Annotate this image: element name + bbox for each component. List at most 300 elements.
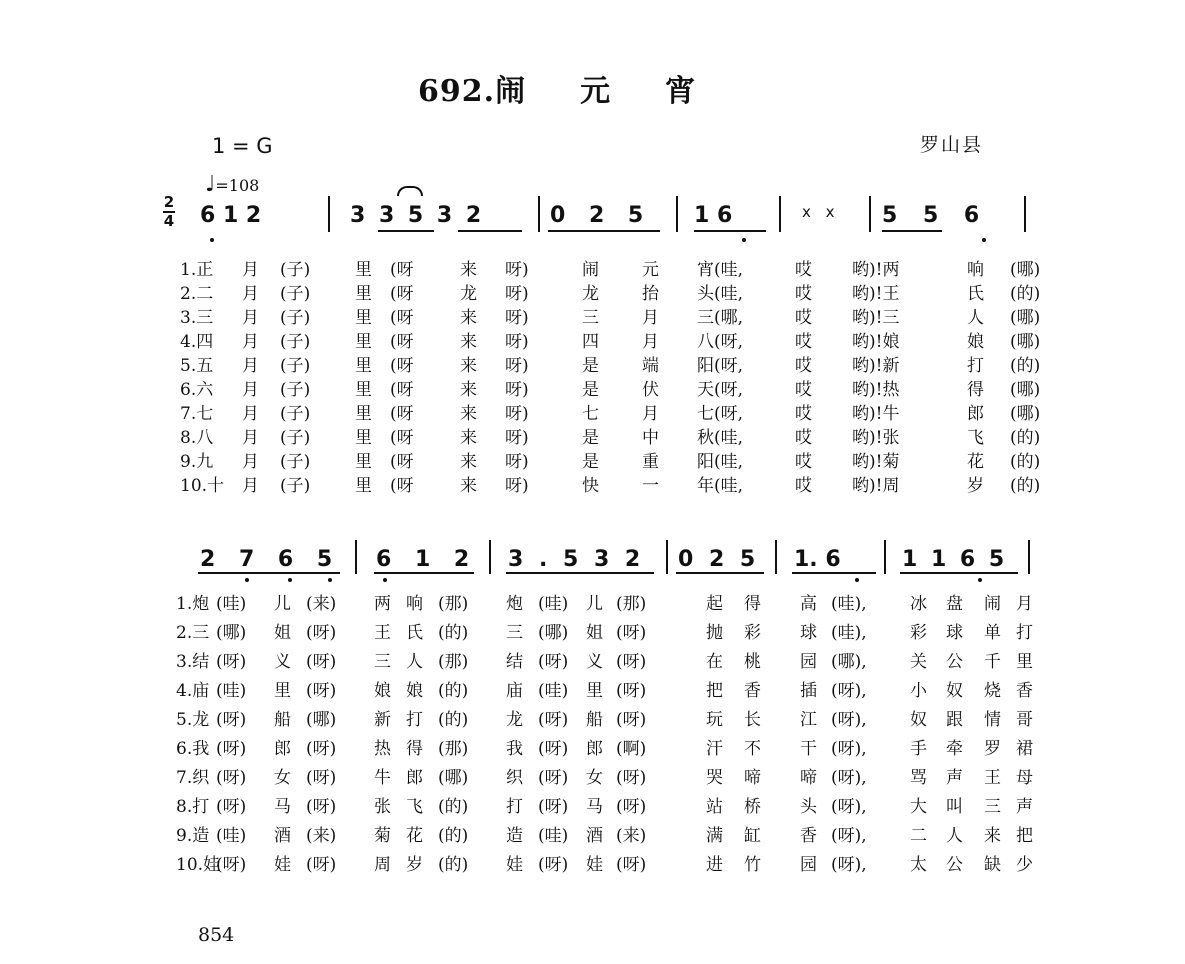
- slur-mark: [397, 186, 423, 196]
- lyric-syllable: 三: [506, 623, 523, 643]
- beam-line: [198, 572, 340, 574]
- lyric-syllable: (那): [438, 652, 469, 672]
- lyric-syllable: 月: [242, 476, 259, 496]
- lyric-syllable: (呀: [390, 380, 414, 400]
- lyric-syllable: 新: [374, 710, 391, 730]
- lyric-syllable: 干: [800, 739, 817, 759]
- lyric-syllable: 七: [582, 404, 599, 424]
- lyric-syllable: 声: [946, 768, 963, 788]
- lyric-syllable: (来): [616, 826, 647, 846]
- lyric-syllable: 玩: [706, 710, 723, 730]
- lyric-syllable: (的): [438, 855, 469, 875]
- lyric-syllable: 龙: [460, 284, 477, 304]
- octave-dot: [245, 578, 249, 582]
- lyric-syllable: 裙: [1016, 739, 1033, 759]
- lyric-syllable: (哇): [538, 594, 569, 614]
- lyric-syllable: 里: [355, 452, 372, 472]
- barline: [775, 540, 777, 574]
- lyric-syllable: 月: [242, 380, 259, 400]
- lyric-syllable: 呀): [505, 380, 529, 400]
- lyric-syllable: (呀): [616, 681, 647, 701]
- lyric-syllable: 哟)!张: [852, 428, 900, 448]
- lyric-syllable: 哟)!热: [852, 380, 900, 400]
- lyric-syllable: 叫: [946, 797, 963, 817]
- beam-line: [882, 230, 942, 232]
- lyric-syllable: 娘: [967, 332, 984, 352]
- lyric-syllable: 少: [1016, 855, 1033, 875]
- lyric-syllable: 娃: [274, 855, 291, 875]
- lyric-syllable: 球: [800, 623, 817, 643]
- lyric-syllable: 5.龙: [176, 710, 210, 730]
- lyric-syllable: 母: [1016, 768, 1033, 788]
- lyric-syllable: 一: [642, 476, 659, 496]
- beam-line: [694, 230, 766, 232]
- beam-line: [374, 572, 474, 574]
- lyric-syllable: 呀): [505, 332, 529, 352]
- lyric-syllable: 啼: [800, 768, 817, 788]
- staff2-measure-2: 6 1 2: [376, 547, 470, 572]
- beam-line: [506, 572, 654, 574]
- lyric-syllable: 牵: [946, 739, 963, 759]
- lyric-syllable: 重: [642, 452, 659, 472]
- lyric-syllable: (呀: [390, 428, 414, 448]
- lyric-syllable: 里: [355, 380, 372, 400]
- lyric-syllable: 是: [582, 452, 599, 472]
- lyric-syllable: 八(呀,: [697, 332, 744, 352]
- lyric-syllable: (呀),: [831, 855, 867, 875]
- lyric-syllable: 结: [506, 652, 523, 672]
- lyric-syllable: (哪): [216, 623, 247, 643]
- lyric-syllable: 烧: [984, 681, 1001, 701]
- lyric-syllable: 缸: [744, 826, 761, 846]
- lyric-syllable: (哇),: [831, 623, 867, 643]
- lyric-syllable: 哎: [795, 284, 812, 304]
- lyric-syllable: 月: [242, 428, 259, 448]
- lyric-syllable: 月: [242, 332, 259, 352]
- lyric-syllable: (哪): [538, 623, 569, 643]
- lyric-syllable: (呀),: [831, 826, 867, 846]
- lyric-syllable: (呀: [390, 308, 414, 328]
- lyric-syllable: 船: [274, 710, 291, 730]
- page-number: 854: [198, 924, 235, 946]
- lyric-syllable: (呀): [538, 768, 569, 788]
- beam-line: [676, 572, 764, 574]
- lyric-syllable: 哟)!周: [852, 476, 900, 496]
- lyric-syllable: (呀): [216, 739, 247, 759]
- lyric-syllable: 香: [1016, 681, 1033, 701]
- lyric-syllable: 头(哇,: [697, 284, 744, 304]
- barline: [489, 540, 491, 574]
- lyric-syllable: 千: [984, 652, 1001, 672]
- staff1-measure-5: x x: [802, 203, 835, 221]
- lyric-syllable: 是: [582, 428, 599, 448]
- lyric-syllable: 缺: [984, 855, 1001, 875]
- lyric-syllable: (的): [438, 623, 469, 643]
- lyric-syllable: 年(哇,: [697, 476, 744, 496]
- lyric-syllable: 哭: [706, 768, 723, 788]
- lyric-syllable: 来: [460, 380, 477, 400]
- lyric-syllable: 呀): [505, 260, 529, 280]
- lyric-syllable: (呀): [306, 652, 337, 672]
- lyric-syllable: 月: [242, 260, 259, 280]
- lyric-syllable: 人: [967, 308, 984, 328]
- lyric-syllable: 姐: [274, 623, 291, 643]
- lyric-syllable: 人: [406, 652, 423, 672]
- lyric-syllable: 奴: [946, 681, 963, 701]
- beam-line: [458, 230, 522, 232]
- lyric-syllable: 响: [406, 594, 423, 614]
- lyric-syllable: 义: [586, 652, 603, 672]
- lyric-syllable: 月: [642, 308, 659, 328]
- lyric-syllable: (子): [280, 260, 311, 280]
- lyric-syllable: (的): [438, 826, 469, 846]
- lyric-syllable: 来: [460, 332, 477, 352]
- lyric-syllable: 三: [582, 308, 599, 328]
- lyric-syllable: (的): [1010, 452, 1041, 472]
- lyric-syllable: 3.三: [180, 308, 214, 328]
- lyric-syllable: 宵(哇,: [697, 260, 744, 280]
- lyric-syllable: (呀: [390, 404, 414, 424]
- lyric-syllable: 儿: [274, 594, 291, 614]
- lyric-syllable: 呀): [505, 308, 529, 328]
- lyric-syllable: 跟: [946, 710, 963, 730]
- lyric-syllable: 哥: [1016, 710, 1033, 730]
- octave-dot: [383, 578, 387, 582]
- lyric-syllable: 冰: [910, 594, 927, 614]
- lyric-syllable: 月: [642, 332, 659, 352]
- lyric-syllable: 里: [355, 428, 372, 448]
- lyric-syllable: (呀),: [831, 710, 867, 730]
- lyric-syllable: 7.七: [180, 404, 214, 424]
- lyric-syllable: (那): [616, 594, 647, 614]
- lyric-syllable: (哪): [306, 710, 337, 730]
- lyric-syllable: (那): [438, 594, 469, 614]
- lyric-syllable: 庙: [506, 681, 523, 701]
- lyric-syllable: 得: [744, 594, 761, 614]
- lyric-syllable: 打: [1016, 623, 1033, 643]
- lyric-syllable: 是: [582, 380, 599, 400]
- lyric-syllable: 来: [460, 356, 477, 376]
- lyric-syllable: 大: [910, 797, 927, 817]
- lyric-syllable: 端: [642, 356, 659, 376]
- lyric-syllable: (哪): [1010, 260, 1041, 280]
- lyric-syllable: 月: [242, 356, 259, 376]
- lyric-syllable: 哎: [795, 332, 812, 352]
- lyric-syllable: 桃: [744, 652, 761, 672]
- lyric-syllable: 娃: [506, 855, 523, 875]
- lyric-syllable: 元: [642, 260, 659, 280]
- lyric-syllable: (呀: [390, 476, 414, 496]
- lyric-syllable: 里: [355, 284, 372, 304]
- lyric-syllable: 哟)!两: [852, 260, 900, 280]
- lyric-syllable: 是: [582, 356, 599, 376]
- lyric-syllable: 酒: [274, 826, 291, 846]
- barline: [666, 540, 668, 574]
- beam-line: [792, 572, 876, 574]
- lyric-syllable: (呀): [538, 710, 569, 730]
- lyric-syllable: (哇): [538, 826, 569, 846]
- lyric-syllable: 里: [355, 308, 372, 328]
- lyric-syllable: 氏: [406, 623, 423, 643]
- lyric-syllable: 中: [642, 428, 659, 448]
- lyric-syllable: (那): [438, 739, 469, 759]
- lyric-syllable: 10.十: [180, 476, 225, 496]
- lyric-syllable: 彩: [744, 623, 761, 643]
- lyric-syllable: (呀): [538, 652, 569, 672]
- lyric-syllable: 高: [800, 594, 817, 614]
- lyric-syllable: 儿: [586, 594, 603, 614]
- octave-dot: [855, 578, 859, 582]
- lyric-syllable: 插: [800, 681, 817, 701]
- lyric-syllable: (呀): [616, 710, 647, 730]
- lyric-syllable: 热: [374, 739, 391, 759]
- barline: [1028, 540, 1030, 574]
- lyric-syllable: 哟)!娘: [852, 332, 900, 352]
- lyric-syllable: 七(呀,: [697, 404, 744, 424]
- lyric-syllable: (子): [280, 332, 311, 352]
- lyric-syllable: 哎: [795, 356, 812, 376]
- lyric-syllable: (哇): [538, 681, 569, 701]
- lyric-syllable: 哟)!三: [852, 308, 900, 328]
- lyric-syllable: (呀): [616, 855, 647, 875]
- staff1-measure-1: 6 1 2: [200, 203, 262, 228]
- lyric-syllable: 里: [355, 476, 372, 496]
- beam-line: [900, 572, 1018, 574]
- lyric-syllable: (哇): [216, 594, 247, 614]
- lyric-syllable: 9.造: [176, 826, 210, 846]
- lyric-syllable: 单: [984, 623, 1001, 643]
- lyric-syllable: 哟)!王: [852, 284, 900, 304]
- lyric-syllable: 二: [910, 826, 927, 846]
- lyric-syllable: (呀),: [831, 797, 867, 817]
- lyric-syllable: 1.正: [180, 260, 214, 280]
- lyric-syllable: (呀),: [831, 768, 867, 788]
- lyric-syllable: 月: [242, 284, 259, 304]
- lyric-syllable: (哇),: [831, 594, 867, 614]
- lyric-syllable: 女: [586, 768, 603, 788]
- staff2-measure-3: 3 . 5 3 2: [508, 547, 641, 572]
- lyric-syllable: 郎: [274, 739, 291, 759]
- lyric-syllable: 进: [706, 855, 723, 875]
- lyric-syllable: (的): [1010, 284, 1041, 304]
- lyric-syllable: 公: [946, 855, 963, 875]
- lyric-syllable: (的): [438, 710, 469, 730]
- lyric-syllable: (的): [1010, 476, 1041, 496]
- song-title: [418, 66, 696, 110]
- lyric-syllable: (呀): [216, 768, 247, 788]
- lyric-syllable: 来: [460, 452, 477, 472]
- lyric-syllable: (的): [438, 797, 469, 817]
- lyric-syllable: (哪): [1010, 332, 1041, 352]
- lyric-syllable: (呀: [390, 356, 414, 376]
- tempo-value: =108: [215, 176, 260, 195]
- lyric-syllable: 月: [242, 404, 259, 424]
- lyric-syllable: 四: [582, 332, 599, 352]
- lyric-syllable: 起: [706, 594, 723, 614]
- lyric-syllable: 奴: [910, 710, 927, 730]
- staff1-measure-2: 3 3 5 3 2: [350, 203, 482, 228]
- lyric-syllable: 关: [910, 652, 927, 672]
- lyric-syllable: 把: [706, 681, 723, 701]
- song-number: 692.: [418, 74, 496, 109]
- lyric-syllable: 炮: [506, 594, 523, 614]
- lyric-syllable: 来: [984, 826, 1001, 846]
- octave-dot: [210, 238, 214, 242]
- lyric-syllable: 船: [586, 710, 603, 730]
- lyric-syllable: 6.六: [180, 380, 214, 400]
- lyric-syllable: 酒: [586, 826, 603, 846]
- lyric-syllable: (子): [280, 404, 311, 424]
- lyric-syllable: 来: [460, 404, 477, 424]
- lyric-syllable: 园: [800, 652, 817, 672]
- lyric-syllable: 菊: [374, 826, 391, 846]
- staff1-measure-6: 5 5 6: [882, 203, 980, 228]
- lyric-syllable: 月: [642, 404, 659, 424]
- lyric-syllable: 2.二: [180, 284, 214, 304]
- lyric-syllable: 7.织: [176, 768, 210, 788]
- lyric-syllable: (呀): [306, 797, 337, 817]
- lyric-syllable: (子): [280, 356, 311, 376]
- lyric-syllable: 花: [967, 452, 984, 472]
- lyric-syllable: 情: [984, 710, 1001, 730]
- lyric-syllable: 9.九: [180, 452, 214, 472]
- lyric-syllable: 6.我: [176, 739, 210, 759]
- lyric-syllable: 哟)!牛: [852, 404, 900, 424]
- octave-dot: [328, 578, 332, 582]
- lyric-syllable: 里: [355, 356, 372, 376]
- lyric-syllable: 哟)!菊: [852, 452, 900, 472]
- lyric-syllable: (子): [280, 308, 311, 328]
- lyric-syllable: (哪): [1010, 308, 1041, 328]
- lyric-syllable: 哎: [795, 308, 812, 328]
- staff1-measure-4: 1 6: [694, 203, 733, 228]
- lyric-syllable: 氏: [967, 284, 984, 304]
- lyric-syllable: 来: [460, 308, 477, 328]
- lyric-syllable: 来: [460, 260, 477, 280]
- lyric-syllable: 龙: [506, 710, 523, 730]
- lyric-syllable: 阳(哇,: [697, 452, 744, 472]
- lyric-syllable: 月: [242, 452, 259, 472]
- lyric-syllable: (呀): [306, 768, 337, 788]
- lyric-syllable: (哪): [1010, 404, 1041, 424]
- lyric-syllable: 哎: [795, 260, 812, 280]
- lyric-syllable: 姐: [586, 623, 603, 643]
- lyric-syllable: (子): [280, 452, 311, 472]
- lyric-syllable: 里: [355, 260, 372, 280]
- lyric-syllable: 4.四: [180, 332, 214, 352]
- title-char-3: 宵: [665, 74, 697, 109]
- lyric-syllable: (呀): [616, 623, 647, 643]
- lyric-syllable: 哎: [795, 452, 812, 472]
- title-char-2: 元: [580, 74, 612, 109]
- time-signature-top: 2: [163, 193, 175, 211]
- barline: [869, 196, 871, 232]
- beam-line: [378, 230, 434, 232]
- lyric-syllable: (子): [280, 476, 311, 496]
- lyric-syllable: (呀: [390, 260, 414, 280]
- staff2-measure-5: 1. 6: [794, 547, 841, 572]
- title-char-1: 闹: [495, 74, 527, 109]
- lyric-syllable: 站: [706, 797, 723, 817]
- lyric-syllable: 江: [800, 710, 817, 730]
- lyric-syllable: 里: [355, 332, 372, 352]
- lyric-syllable: 张: [374, 797, 391, 817]
- lyric-syllable: 月: [242, 308, 259, 328]
- lyric-syllable: 里: [586, 681, 603, 701]
- lyric-syllable: 10.娃: [176, 855, 221, 875]
- lyric-syllable: 太: [910, 855, 927, 875]
- lyric-syllable: (呀): [306, 623, 337, 643]
- octave-dot: [742, 238, 746, 242]
- lyric-syllable: (的): [1010, 428, 1041, 448]
- lyric-syllable: (呀): [216, 652, 247, 672]
- lyric-syllable: 啼: [744, 768, 761, 788]
- lyric-syllable: 郎: [586, 739, 603, 759]
- lyric-syllable: (呀),: [831, 681, 867, 701]
- lyric-syllable: 手: [910, 739, 927, 759]
- lyric-syllable: 郎: [406, 768, 423, 788]
- lyric-syllable: (呀: [390, 332, 414, 352]
- lyric-syllable: 哎: [795, 404, 812, 424]
- staff1-measure-3: 0 2 5: [550, 203, 644, 228]
- lyric-syllable: 声: [1016, 797, 1033, 817]
- lyric-syllable: 打: [967, 356, 984, 376]
- lyric-syllable: 周: [374, 855, 391, 875]
- lyric-syllable: 彩: [910, 623, 927, 643]
- lyric-syllable: 呀): [505, 428, 529, 448]
- lyric-syllable: (呀): [616, 768, 647, 788]
- lyric-syllable: 不: [744, 739, 761, 759]
- lyric-syllable: (来): [306, 594, 337, 614]
- lyric-syllable: 月: [1016, 594, 1033, 614]
- lyric-syllable: 2.三: [176, 623, 210, 643]
- lyric-syllable: 三: [374, 652, 391, 672]
- lyric-syllable: (呀): [306, 855, 337, 875]
- lyric-syllable: 三: [984, 797, 1001, 817]
- lyric-syllable: 哟)!新: [852, 356, 900, 376]
- barline: [328, 196, 330, 232]
- lyric-syllable: 飞: [967, 428, 984, 448]
- lyric-syllable: 哎: [795, 380, 812, 400]
- octave-dot: [978, 578, 982, 582]
- lyric-syllable: 里: [355, 404, 372, 424]
- lyric-syllable: (的): [1010, 356, 1041, 376]
- lyric-syllable: 骂: [910, 768, 927, 788]
- lyric-syllable: 哎: [795, 476, 812, 496]
- lyric-syllable: 牛: [374, 768, 391, 788]
- lyric-syllable: (哪): [438, 768, 469, 788]
- beam-line: [548, 230, 660, 232]
- staff2-measure-4: 0 2 5: [678, 547, 756, 572]
- lyric-syllable: 马: [586, 797, 603, 817]
- lyric-syllable: 抛: [706, 623, 723, 643]
- octave-dot: [288, 578, 292, 582]
- barline: [1024, 196, 1026, 232]
- lyric-syllable: 桥: [744, 797, 761, 817]
- lyric-syllable: 秋(哇,: [697, 428, 744, 448]
- lyric-syllable: (呀),: [831, 739, 867, 759]
- staff2-measure-6: 1 1 6 5: [902, 547, 1005, 572]
- lyric-syllable: 香: [800, 826, 817, 846]
- lyric-syllable: (子): [280, 380, 311, 400]
- lyric-syllable: 岁: [406, 855, 423, 875]
- lyric-syllable: (呀): [538, 739, 569, 759]
- time-signature-bottom: 4: [163, 212, 175, 230]
- time-signature: [163, 195, 175, 229]
- lyric-syllable: 盘: [946, 594, 963, 614]
- key-signature: 1 = G: [212, 134, 273, 158]
- lyric-syllable: 在: [706, 652, 723, 672]
